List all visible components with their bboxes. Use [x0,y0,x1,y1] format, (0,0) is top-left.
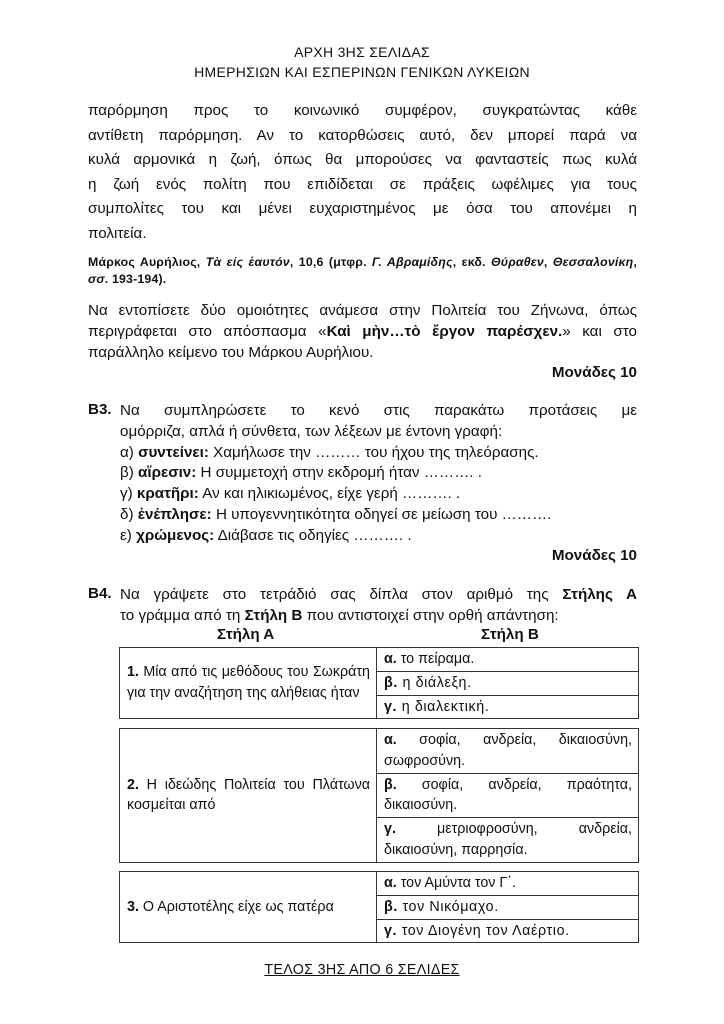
passage-line: πολιτεία. [88,224,147,242]
source-city: Θεσσαλονίκη [552,255,634,269]
question-b3-item [120,463,637,484]
row-prompt: Ο Αριστοτέλης είχε ως πατέρα [138,898,334,915]
question-b3-intro-line-1: Να συμπληρώσετε το κενό στις παρακάτω προτάσεις με [120,402,637,419]
question-b4-line-1 [120,585,637,606]
matching-table-3 [119,871,639,943]
item-label: δ) [120,505,134,523]
option-letter: γ. [384,698,398,715]
column-b-cell [377,695,639,719]
item-text: Διάβασε τις οδηγίες ………. . [217,526,412,544]
passage-line: η ζωή ενός πολίτη που επιδίδεται σε πράξεις ωφέλιμες για τους [88,175,637,193]
item-word: αἵρεσιν: [138,464,197,482]
source-pages-label: σσ [88,272,105,286]
column-b-header: Στήλη Β [481,626,539,643]
item-label: α) [120,443,134,461]
source-title: Τὰ είς ἑαυτόν [205,255,290,269]
question-b2-text [88,300,637,363]
option-text: τον Νικόμαχο. [397,898,499,915]
option-text: μετριοφροσύνη, ανδρεία, δικαιοσύνη, παρρησία. [384,821,632,858]
option-text: η διάλεξη. [397,674,472,691]
matching-table-1 [119,647,639,719]
matching-table-2 [119,728,639,863]
question-b4-text: το γράμμα από τη [120,606,245,624]
column-headers [119,626,639,646]
question-b4-bold: Στήλη Β [244,606,303,624]
column-b-cell [377,818,639,863]
question-b2-prompt: Να εντοπίσετε δύο ομοιότητες ανάμεσα στην Πολιτεία του Ζήνωνα, όπως περιγράφεται στο απόσπασμα « [88,302,637,340]
option-letter: α. [384,875,397,891]
column-a-cell [120,648,377,719]
question-b4-bold: Στήλης Α [562,586,638,603]
option-letter: γ. [384,922,398,939]
question-b3-number: B3. [88,401,112,418]
question-b4-number: B4. [88,585,112,602]
source-citation [88,254,637,288]
item-word: χρώμενος: [136,526,215,544]
question-b4-text: Να γράψετε στο τετράδιό σας δίπλα στον αριθμό της [120,586,563,603]
page-header-line-1: ΑΡΧΗ 3ΗΣ ΣΕΛΙΔΑΣ [294,44,430,60]
passage-line: κυλά αρμονικά η ζωή, όπως θα μπορούσες να φανταστείς πως κυλά [88,151,637,168]
question-b4-body [120,585,637,627]
item-text: Η συμμετοχή στην εκδρομή ήταν ………. . [200,464,482,482]
item-text: Χαμήλωσε την ……… του ήχου της τηλεόρασης. [213,443,539,461]
passage-line: συμπολίτες του και μένει ευχαριστημένος με όσα του απονέμει η [88,200,637,217]
question-b3-item [120,526,637,547]
option-letter: α. [384,732,397,748]
source-reference: , 10,6 (μτφρ. [289,255,373,269]
source-author: Μάρκος Αυρήλιος, [88,255,206,269]
item-word: συντείνει: [138,443,209,461]
item-word: ἐνέπλησε: [137,505,212,523]
item-word: κρατῆρι: [136,485,199,503]
page-footer: ΤΕΛΟΣ 3ΗΣ ΑΠΟ 6 ΣΕΛΙΔΕΣ [264,962,460,978]
question-b3-item [120,505,637,526]
question-b4-line-2 [120,606,637,627]
option-text: σοφία, ανδρεία, πραότητα, δικαιοσύνη. [384,776,632,814]
passage-line: παρόρμηση προς το κοινωνικό συμφέρον, συγκρατώντας κάθε [88,102,637,119]
source-separator: , [633,255,637,269]
question-b3-intro-line-2: ομόρριζα, απλά ή σύνθετα, των λέξεων με έντονη γραφή: [120,422,503,440]
row-prompt: Η ιδεώδης Πολιτεία του Πλάτωνα κοσμείται από [127,776,370,814]
table-row [120,872,639,896]
option-letter: β. [384,776,397,793]
question-b3-item [120,443,637,464]
question-b2-marks: Μονάδες 10 [551,364,637,381]
item-label: γ) [120,485,133,503]
question-b2-prompt-end: » και στο παράλληλο κείμενο του Μάρκου Αυρήλιου. [88,323,637,361]
question-b2-quote: Καὶ μὴν…τὸ ἔργον παρέσχεν. [326,323,563,340]
source-publisher: Θύραθεν [491,255,544,269]
table-row [120,648,639,672]
item-label: ε) [120,526,132,544]
source-pages: . 193-194). [104,272,167,286]
source-publisher-label: , εκδ. [452,255,491,269]
page-header-line-2: ΗΜΕΡΗΣΙΩΝ ΚΑΙ ΕΣΠΕΡΙΝΩΝ ΓΕΝΙΚΩΝ ΛΥΚΕΙΩΝ [194,64,530,80]
question-b4-text: που αντιστοιχεί στην ορθή απάντηση: [302,606,559,624]
column-a-cell [120,872,377,943]
option-text: το πείραμα. [396,651,475,667]
option-text: τον Διογένη τον Λαέρτιο. [397,922,570,939]
row-number: 3. [127,898,139,915]
option-letter: α. [384,651,397,667]
question-b3-marks: Μονάδες 10 [551,547,637,564]
option-text: η διαλεκτική. [397,698,490,715]
column-b-cell [377,773,639,818]
page-header [0,42,724,82]
source-translator: Γ. Αβραμίδης [372,255,453,269]
option-text: σοφία, ανδρεία, δικαιοσύνη, σωφροσύνη. [384,732,632,769]
table-row [120,729,639,774]
passage-text [88,99,637,246]
row-number: 1. [127,664,139,681]
column-b-cell [377,648,639,672]
column-a-header: Στήλη Α [217,626,275,643]
question-b3-body [120,401,637,547]
row-number: 2. [127,776,139,793]
option-letter: β. [384,898,398,915]
column-a-cell [120,729,377,863]
row-prompt: Μία από τις μεθόδους του Σωκράτη για την αναζήτηση της αλήθειας ήταν [127,664,370,702]
option-text: τον Αμύντα τον Γ΄. [396,875,517,891]
option-letter: γ. [384,821,396,838]
source-separator: , [543,255,553,269]
column-b-cell [377,919,639,943]
item-text: Η υπογεννητικότητα οδηγεί σε μείωση του ………. [215,505,552,523]
option-letter: β. [384,674,398,691]
question-b3-item [120,484,637,505]
item-text: Αν και ηλικιωμένος, είχε γερή ………. . [202,485,461,503]
column-b-cell [377,671,639,695]
item-label: β) [120,464,134,482]
column-b-cell [377,872,639,896]
passage-line: αντίθετη παρόρμηση. Αν το κατορθώσεις αυτό, δεν μπορεί παρά να [88,126,637,144]
column-b-cell [377,895,639,919]
column-b-cell [377,729,639,774]
